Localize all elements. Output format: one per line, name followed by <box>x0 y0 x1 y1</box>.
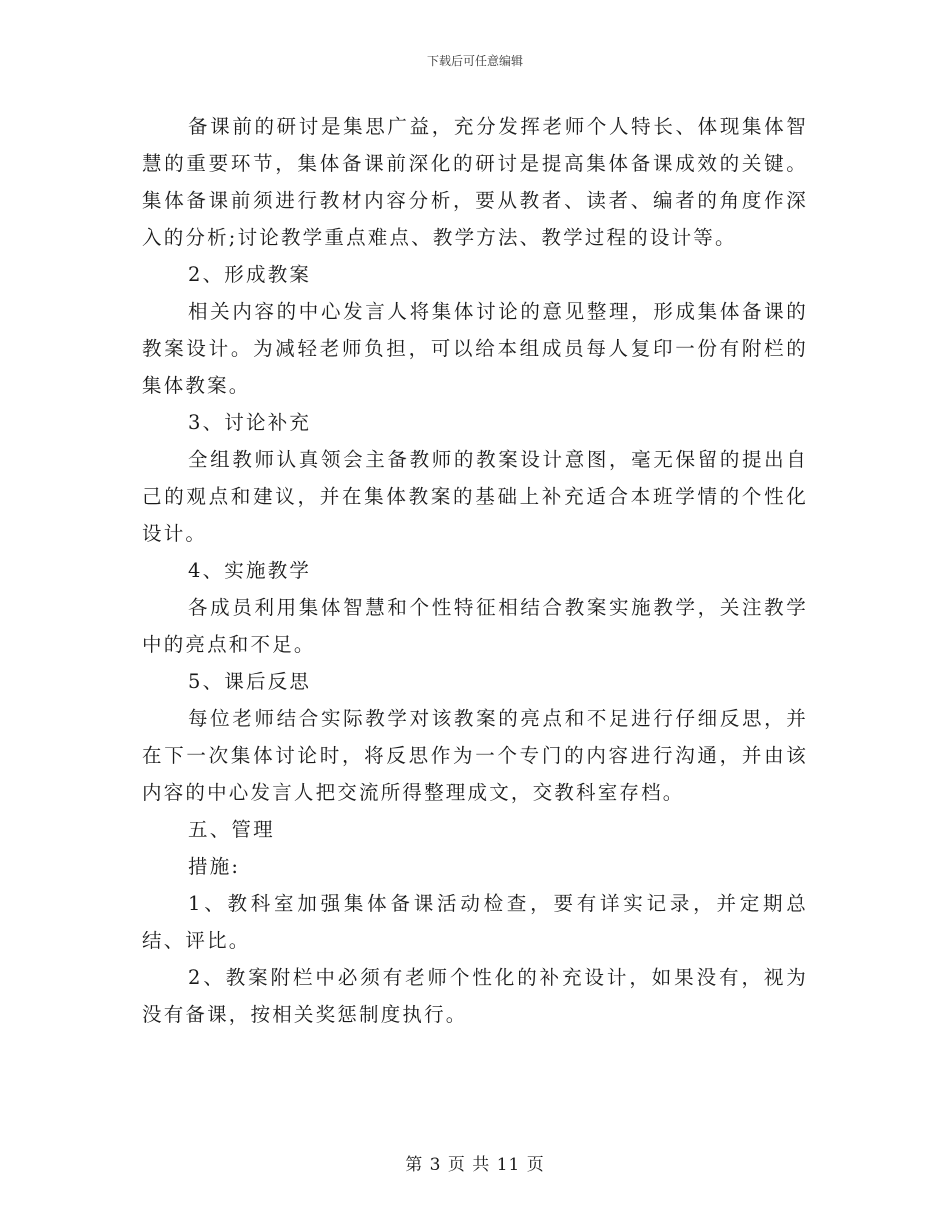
paragraph-reflection: 每位老师结合实际教学对该教案的亮点和不足进行仔细反思，并在下一次集体讨论时，将反思作为一个专门的内容进行沟通，并由该内容的中心发言人把交流所得整理成文，交教科室存档。 <box>142 707 808 804</box>
heading-implement-teaching: 4、实施教学 <box>188 559 312 582</box>
heading-form-lesson-plan: 2、形成教案 <box>188 263 312 286</box>
heading-reflection: 5、课后反思 <box>188 670 312 693</box>
page-footer: 第 3 页 共 11 页 <box>405 1155 545 1175</box>
paragraph-measure-1: 1、教科室加强集体备课活动检查，要有详实记录，并定期总结、评比。 <box>142 892 808 952</box>
paragraph-implement-teaching: 各成员利用集体智慧和个性特征相结合教案实施教学，关注教学中的亮点和不足。 <box>142 596 808 656</box>
paragraph-measure-2: 2、教案附栏中必须有老师个性化的补充设计，如果没有，视为没有备课，按相关奖惩制度执行。 <box>142 966 808 1026</box>
paragraph-form-lesson-plan: 相关内容的中心发言人将集体讨论的意见整理，形成集体备课的教案设计。为减轻老师负担，可以给本组成员每人复印一份有附栏的集体教案。 <box>142 300 808 397</box>
document-body <box>142 108 808 1033</box>
heading-discussion-supplement: 3、讨论补充 <box>188 411 312 434</box>
paragraph-discussion-supplement: 全组教师认真领会主备教师的教案设计意图，毫无保留的提出自己的观点和建议，并在集体教案的基础上补充适合本班学情的个性化设计。 <box>142 448 808 545</box>
page-header: 下载后可任意编辑 <box>426 54 523 68</box>
paragraph-research: 备课前的研讨是集思广益，充分发挥老师个人特长、体现集体智慧的重要环节，集体备课前深化的研讨是提高集体备课成效的关键。集体备课前须进行教材内容分析，要从教者、读者、编者的角度作深入的分析;讨论教学重点难点、教学方法、教学过程的设计等。 <box>142 115 808 249</box>
heading-measures: 措施: <box>188 855 241 878</box>
heading-management: 五、管理 <box>188 818 275 841</box>
